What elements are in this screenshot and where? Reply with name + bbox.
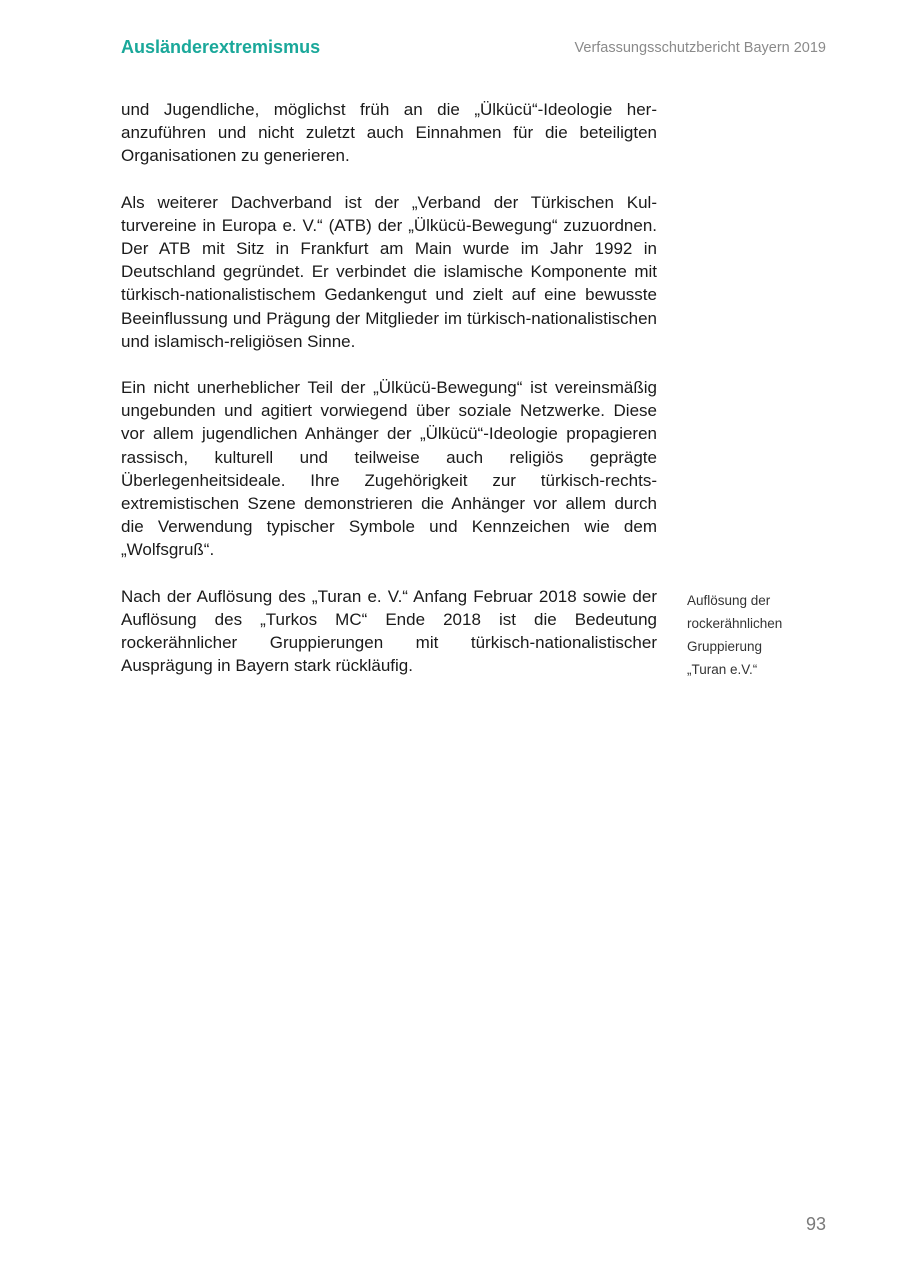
- paragraph-4: Nach der Auflösung des „Turan e. V.“ Anfang Februar 2018 sowie der Auflösung des „Turkos MC“ Ende 2018 ist die Bedeutung rockerähnlicher Gruppierungen mit türkisch-nationalistischer Ausprägung in Bayern stark rückläufig.: [121, 586, 657, 676]
- report-title: Verfassungsschutzbericht Bayern 2019: [574, 40, 826, 56]
- section-title: Ausländerextremismus: [121, 37, 321, 57]
- margin-note-line: Auflösung der: [687, 593, 771, 608]
- margin-note-line: rockerähnlichen: [687, 616, 783, 631]
- paragraph-1: und Jugendliche, möglichst früh an die „Ülkücü“-Ideologie heranzuführen und nicht zuletzt auch Einnahmen für die beteiligten Organisationen zu generieren.: [121, 100, 657, 166]
- margin-note-line: Gruppierung: [687, 639, 763, 654]
- margin-note: [687, 589, 827, 681]
- margin-note-line: „Turan e.V.“: [687, 662, 758, 677]
- paragraph-2: Als weiterer Dachverband ist der „Verband der Türkischen Kulturvereine in Europa e. V.“ (ATB) der „Ülkücü-Bewegung“ zuzuordnen. Der ATB mit Sitz in Frankfurt am Main wurde im Jahr 1992 in Deutschland gegründet. Er verbindet die islamische Komponente mit türkisch-nationalistischem Gedankengut und zielt auf eine bewusste Beeinflussung und Prägung der Mitglieder im türkisch-nationalistischen und islamisch-religiösen Sinne.: [121, 192, 657, 351]
- paragraph-3: Ein nicht unerheblicher Teil der „Ülkücü-Bewegung“ ist vereinsmäßig ungebunden und agitiert vorwiegend über soziale Netzwerke. Diese vor allem jugendlichen Anhänger der „Ülkücü“-Ideologie propagieren rassisch, kulturell und teilweise auch religiös geprägte Überlegenheitsideale. Ihre Zugehörigkeit zur türkisch-rechtsextremistischen Szene demonstrieren die Anhänger vor allem durch die Verwendung typischer Symbole und Kennzeichen wie dem „Wolfsgruß“.: [121, 378, 657, 560]
- page-number: 93: [805, 1214, 826, 1234]
- body-text-column: [121, 98, 657, 700]
